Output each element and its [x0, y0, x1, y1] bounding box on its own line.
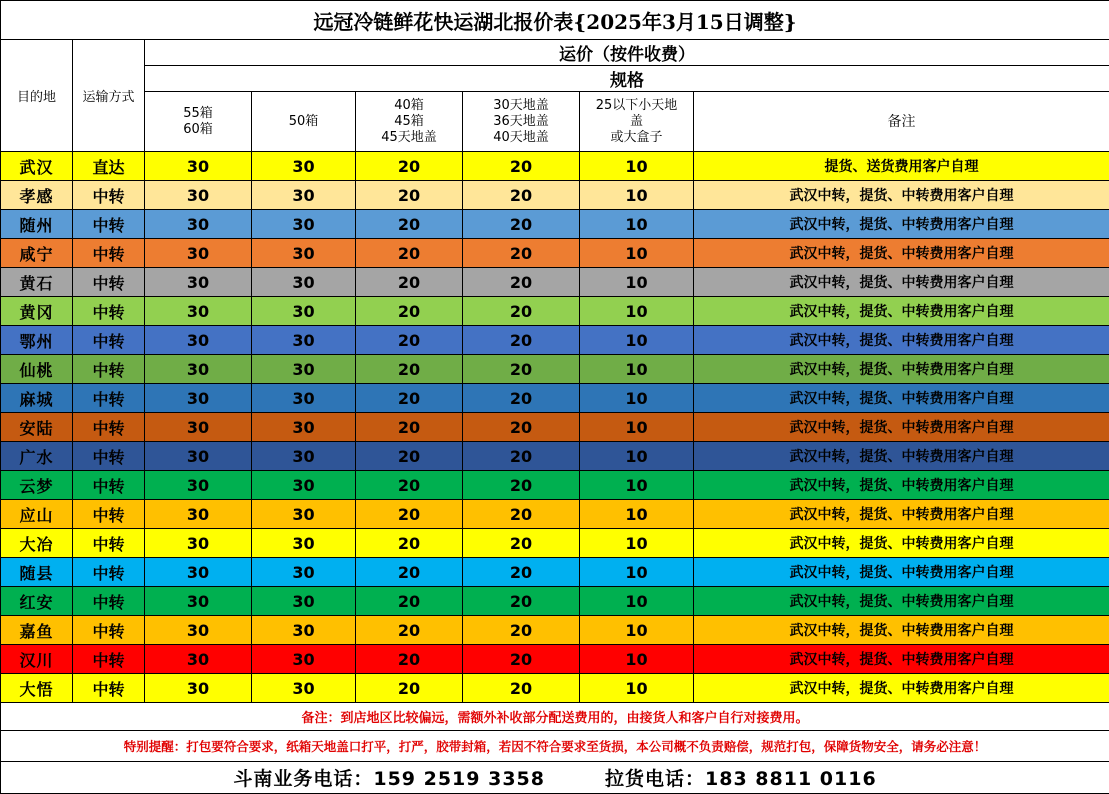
- table-row: [1, 587, 1109, 616]
- note-cell: 武汉中转，提货、中转费用客户自理: [694, 268, 1109, 297]
- transport-cell: 中转: [73, 181, 145, 210]
- table-row: [1, 239, 1109, 268]
- note-cell: 武汉中转，提货、中转费用客户自理: [694, 529, 1109, 558]
- note-cell: 武汉中转，提货、中转费用客户自理: [694, 442, 1109, 471]
- transport-cell: 中转: [73, 355, 145, 384]
- spec-header: 规格: [145, 66, 1109, 92]
- transport-cell: 中转: [73, 413, 145, 442]
- note-cell: 武汉中转，提货、中转费用客户自理: [694, 471, 1109, 500]
- price-cell: 30: [252, 210, 356, 239]
- price-cell: 30: [252, 384, 356, 413]
- price-cell: 10: [580, 297, 694, 326]
- transport-header: 运输方式: [73, 40, 145, 152]
- table-row: [1, 413, 1109, 442]
- table-row: [1, 471, 1109, 500]
- transport-cell: 中转: [73, 674, 145, 703]
- transport-cell: 中转: [73, 645, 145, 674]
- destination-cell: 随县: [1, 558, 73, 587]
- destination-cell: 红安: [1, 587, 73, 616]
- destination-cell: 武汉: [1, 152, 73, 181]
- transport-cell: 直达: [73, 152, 145, 181]
- table-row: [1, 181, 1109, 210]
- price-cell: 30: [252, 442, 356, 471]
- price-cell: 30: [252, 326, 356, 355]
- price-cell: 10: [580, 355, 694, 384]
- price-cell: 10: [580, 529, 694, 558]
- price-cell: 30: [145, 210, 252, 239]
- table-row: [1, 645, 1109, 674]
- price-cell: 30: [252, 645, 356, 674]
- spec-line: 55箱: [145, 106, 251, 122]
- note-header: 备注: [694, 92, 1109, 152]
- spec-line: 30天地盖: [463, 98, 579, 114]
- note-cell: 武汉中转，提货、中转费用客户自理: [694, 587, 1109, 616]
- price-cell: 30: [145, 181, 252, 210]
- price-cell: 10: [580, 268, 694, 297]
- price-cell: 20: [463, 355, 580, 384]
- price-cell: 20: [463, 413, 580, 442]
- price-cell: 30: [252, 239, 356, 268]
- transport-cell: 中转: [73, 442, 145, 471]
- spec-line: 或大盒子: [580, 130, 693, 146]
- transport-cell: 中转: [73, 210, 145, 239]
- price-cell: 30: [145, 674, 252, 703]
- price-cell: 20: [356, 471, 463, 500]
- price-cell: 10: [580, 500, 694, 529]
- price-cell: 20: [463, 471, 580, 500]
- destination-cell: 汉川: [1, 645, 73, 674]
- price-cell: 10: [580, 558, 694, 587]
- price-cell: 10: [580, 587, 694, 616]
- price-cell: 30: [145, 500, 252, 529]
- price-cell: 30: [252, 268, 356, 297]
- note-cell: 武汉中转，提货、中转费用客户自理: [694, 181, 1109, 210]
- spec-line: 45天地盖: [356, 130, 462, 146]
- page-title: 远冠冷链鲜花快运湖北报价表{2025年3月15日调整}: [1, 1, 1109, 40]
- transport-cell: 中转: [73, 384, 145, 413]
- price-cell: 30: [252, 529, 356, 558]
- note-cell: 武汉中转，提货、中转费用客户自理: [694, 674, 1109, 703]
- note-cell: 武汉中转，提货、中转费用客户自理: [694, 413, 1109, 442]
- price-cell: 10: [580, 471, 694, 500]
- price-cell: 20: [463, 152, 580, 181]
- table-row: [1, 384, 1109, 413]
- spec-col-header: [580, 92, 694, 152]
- spec-line: 36天地盖: [463, 114, 579, 130]
- table-row: [1, 152, 1109, 181]
- transport-cell: 中转: [73, 500, 145, 529]
- transport-cell: 中转: [73, 616, 145, 645]
- price-cell: 20: [356, 326, 463, 355]
- table-row: [1, 558, 1109, 587]
- table-row: [1, 529, 1109, 558]
- transport-cell: 中转: [73, 529, 145, 558]
- table-row: [1, 442, 1109, 471]
- price-cell: 20: [356, 645, 463, 674]
- price-cell: 10: [580, 674, 694, 703]
- transport-cell: 中转: [73, 471, 145, 500]
- table-row: [1, 326, 1109, 355]
- business-phone-label: 斗南业务电话：: [233, 764, 373, 791]
- price-cell: 10: [580, 616, 694, 645]
- note-cell: 武汉中转，提货、中转费用客户自理: [694, 239, 1109, 268]
- price-cell: 30: [145, 413, 252, 442]
- transport-cell: 中转: [73, 558, 145, 587]
- transport-cell: 中转: [73, 268, 145, 297]
- note-cell: 武汉中转，提货、中转费用客户自理: [694, 355, 1109, 384]
- freight-header: 运价（按件收费）: [145, 40, 1109, 66]
- transport-cell: 中转: [73, 239, 145, 268]
- price-cell: 20: [356, 616, 463, 645]
- price-cell: 20: [463, 239, 580, 268]
- destination-cell: 鄂州: [1, 326, 73, 355]
- price-cell: 20: [356, 529, 463, 558]
- destination-cell: 应山: [1, 500, 73, 529]
- destination-cell: 咸宁: [1, 239, 73, 268]
- price-cell: 20: [463, 645, 580, 674]
- price-cell: 10: [580, 413, 694, 442]
- table-row: [1, 355, 1109, 384]
- business-phone: 159 2519 3358: [373, 768, 545, 790]
- destination-header: 目的地: [1, 40, 73, 152]
- price-cell: 30: [145, 384, 252, 413]
- price-cell: 20: [463, 297, 580, 326]
- price-cell: 30: [145, 645, 252, 674]
- pickup-phone-label: 拉货电话：: [605, 764, 705, 791]
- spec-line: 50箱: [252, 114, 355, 130]
- price-cell: 30: [252, 558, 356, 587]
- table-row: [1, 616, 1109, 645]
- note-cell: 武汉中转，提货、中转费用客户自理: [694, 500, 1109, 529]
- price-cell: 20: [463, 616, 580, 645]
- price-cell: 20: [356, 239, 463, 268]
- contact-line: [1, 762, 1109, 794]
- destination-cell: 广水: [1, 442, 73, 471]
- destination-cell: 嘉鱼: [1, 616, 73, 645]
- price-cell: 30: [145, 239, 252, 268]
- price-cell: 30: [145, 471, 252, 500]
- price-cell: 30: [252, 587, 356, 616]
- destination-cell: 大冶: [1, 529, 73, 558]
- transport-cell: 中转: [73, 326, 145, 355]
- price-cell: 30: [145, 326, 252, 355]
- destination-cell: 麻城: [1, 384, 73, 413]
- price-cell: 30: [252, 674, 356, 703]
- price-cell: 10: [580, 239, 694, 268]
- price-cell: 30: [145, 587, 252, 616]
- price-cell: 30: [145, 616, 252, 645]
- price-cell: 30: [252, 355, 356, 384]
- destination-cell: 黄石: [1, 268, 73, 297]
- price-cell: 20: [463, 326, 580, 355]
- price-cell: 20: [356, 384, 463, 413]
- price-cell: 20: [356, 413, 463, 442]
- destination-cell: 随州: [1, 210, 73, 239]
- note-cell: 武汉中转，提货、中转费用客户自理: [694, 297, 1109, 326]
- spec-line: 60箱: [145, 122, 251, 138]
- price-cell: 20: [463, 268, 580, 297]
- spec-col-header: [252, 92, 356, 152]
- price-cell: 20: [356, 210, 463, 239]
- price-cell: 20: [463, 558, 580, 587]
- price-cell: 20: [356, 181, 463, 210]
- price-cell: 10: [580, 210, 694, 239]
- price-cell: 20: [356, 442, 463, 471]
- destination-cell: 仙桃: [1, 355, 73, 384]
- price-cell: 20: [356, 152, 463, 181]
- note-cell: 提货、送货费用客户自理: [694, 152, 1109, 181]
- price-cell: 10: [580, 442, 694, 471]
- price-cell: 20: [356, 268, 463, 297]
- warning-note: 特别提醒：打包要符合要求，纸箱天地盖口打平，打严，胶带封箱，若因不符合要求至货损，本公司概不负责赔偿，规范打包，保障货物安全，请务必注意！: [1, 731, 1109, 762]
- price-cell: 30: [252, 152, 356, 181]
- note-cell: 武汉中转，提货、中转费用客户自理: [694, 558, 1109, 587]
- spec-col-header: [356, 92, 463, 152]
- price-cell: 20: [356, 355, 463, 384]
- price-cell: 20: [463, 500, 580, 529]
- table-row: [1, 674, 1109, 703]
- price-cell: 30: [145, 355, 252, 384]
- price-cell: 30: [145, 442, 252, 471]
- price-cell: 20: [463, 384, 580, 413]
- price-cell: 20: [463, 181, 580, 210]
- spec-col-header: [463, 92, 580, 152]
- destination-cell: 黄冈: [1, 297, 73, 326]
- spec-line: 40天地盖: [463, 130, 579, 146]
- price-cell: 30: [145, 152, 252, 181]
- note-cell: 武汉中转，提货、中转费用客户自理: [694, 210, 1109, 239]
- note-cell: 武汉中转，提货、中转费用客户自理: [694, 616, 1109, 645]
- remark-note: 备注：到店地区比较偏远，需额外补收部分配送费用的，由接货人和客户自行对接费用。: [1, 703, 1109, 731]
- price-cell: 20: [356, 587, 463, 616]
- destination-cell: 大悟: [1, 674, 73, 703]
- price-cell: 20: [463, 587, 580, 616]
- note-cell: 武汉中转，提货、中转费用客户自理: [694, 384, 1109, 413]
- price-cell: 30: [145, 297, 252, 326]
- destination-cell: 安陆: [1, 413, 73, 442]
- destination-cell: 云梦: [1, 471, 73, 500]
- table-row: [1, 500, 1109, 529]
- destination-cell: 孝感: [1, 181, 73, 210]
- price-cell: 20: [463, 674, 580, 703]
- price-cell: 20: [356, 558, 463, 587]
- note-cell: 武汉中转，提货、中转费用客户自理: [694, 645, 1109, 674]
- pickup-phone: 183 8811 0116: [705, 768, 877, 790]
- price-cell: 20: [463, 442, 580, 471]
- price-cell: 10: [580, 384, 694, 413]
- price-cell: 10: [580, 645, 694, 674]
- transport-cell: 中转: [73, 297, 145, 326]
- table-row: [1, 268, 1109, 297]
- transport-cell: 中转: [73, 587, 145, 616]
- price-cell: 20: [463, 529, 580, 558]
- price-cell: 30: [252, 471, 356, 500]
- price-cell: 20: [463, 210, 580, 239]
- price-cell: 30: [145, 268, 252, 297]
- price-cell: 20: [356, 500, 463, 529]
- price-cell: 20: [356, 674, 463, 703]
- table-row: [1, 297, 1109, 326]
- spec-line: 25以下小天地: [580, 98, 693, 114]
- price-cell: 30: [252, 181, 356, 210]
- price-cell: 20: [356, 297, 463, 326]
- note-cell: 武汉中转，提货、中转费用客户自理: [694, 326, 1109, 355]
- price-cell: 30: [145, 558, 252, 587]
- spec-line: 40箱: [356, 98, 462, 114]
- price-cell: 10: [580, 181, 694, 210]
- spec-line: 45箱: [356, 114, 462, 130]
- price-cell: 30: [252, 616, 356, 645]
- price-cell: 10: [580, 152, 694, 181]
- price-cell: 30: [252, 413, 356, 442]
- price-cell: 10: [580, 326, 694, 355]
- table-row: [1, 210, 1109, 239]
- price-cell: 30: [252, 297, 356, 326]
- spec-col-header: [145, 92, 252, 152]
- price-cell: 30: [145, 529, 252, 558]
- spec-line: 盖: [580, 114, 693, 130]
- price-cell: 30: [252, 500, 356, 529]
